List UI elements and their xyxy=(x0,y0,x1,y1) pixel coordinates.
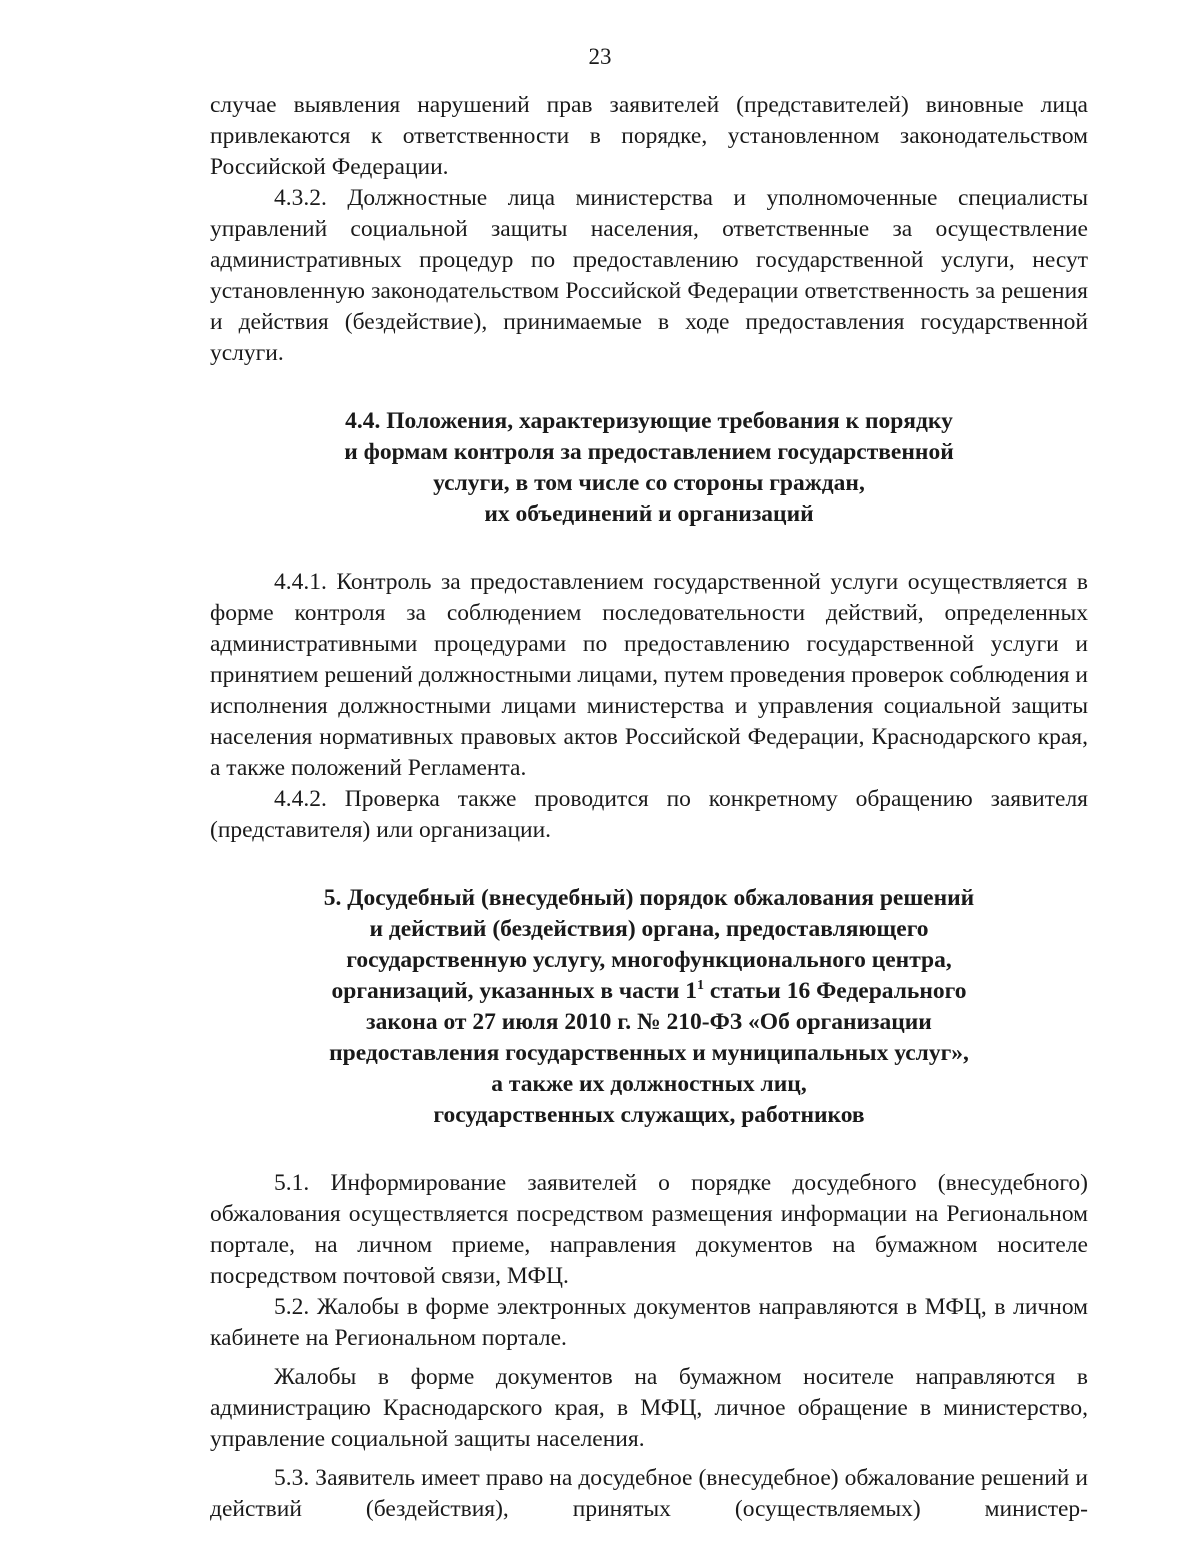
heading-line: предоставления государственных и муниципальных услуг», xyxy=(329,1040,969,1066)
heading-line: государственную услугу, многофункционального центра, xyxy=(346,947,952,973)
heading-line: услуги, в том числе со стороны граждан, xyxy=(433,470,865,496)
heading-line: и формам контроля за предоставлением государственной xyxy=(344,439,954,465)
paragraph-5-2-continued: Жалобы в форме документов на бумажном носителе направляются в администрацию Краснодарского края, в МФЦ, личное обращение в министерство, управление социальной защиты населения. xyxy=(210,1364,1088,1452)
heading-line: 5. Досудебный (внесудебный) порядок обжалования решений xyxy=(323,885,975,911)
paragraph-continuation: случае выявления нарушений прав заявителей (представителей) виновные лица привлекаются к ответственности в порядке, установленном законодательством Российской Федерации. xyxy=(210,92,1088,180)
heading-line: государственных служащих, работников xyxy=(433,1102,865,1128)
heading-line: 4.4. Положения, характеризующие требования к порядку xyxy=(345,408,953,434)
page-number: 23 xyxy=(588,44,612,69)
heading-line-with-superscript xyxy=(210,976,1088,1007)
paragraph-4-4-2: 4.4.2. Проверка также проводится по конкретному обращению заявителя (представителя) или организации. xyxy=(210,786,1088,843)
document-body xyxy=(210,90,1088,1525)
heading-line: закона от 27 июля 2010 г. № 210-ФЗ «Об организации xyxy=(366,1009,932,1035)
section-heading-4-4 xyxy=(210,406,1088,530)
paragraph-5-2: 5.2. Жалобы в форме электронных документов направляются в МФЦ, в личном кабинете на Региональном портале. xyxy=(210,1294,1088,1351)
paragraph-5-1: 5.1. Информирование заявителей о порядке досудебного (внесудебного) обжалования осуществляется посредством размещения информации на Региональном портале, на личном приеме, направления документов на бумажном носителе посредством почтовой связи, МФЦ. xyxy=(210,1170,1088,1289)
paragraph-4-4-1: 4.4.1. Контроль за предоставлением государственной услуги осуществляется в форме контроля за соблюдением последовательности действий, определенных административными процедурами по предоставлению государственной услуги и принятием решений должностными лицами, путем проведения проверок соблюдения и исполнения должностными лицами министерства и управления социальной защиты населения нормативных правовых актов Российской Федерации, Краснодарского края, а также положений Регламента. xyxy=(210,569,1088,781)
heading-line: их объединений и организаций xyxy=(484,501,814,527)
heading-text: организаций, указанных в части 1 xyxy=(331,978,698,1004)
paragraph-5-3: 5.3. Заявитель имеет право на досудебное (внесудебное) обжалование решений и действий (бездействия), принятых (осуществляемых) министер- xyxy=(210,1465,1088,1522)
section-heading-5 xyxy=(210,883,1088,1131)
heading-line: а также их должностных лиц, xyxy=(491,1071,807,1097)
paragraph-4-3-2: 4.3.2. Должностные лица министерства и уполномоченные специалисты управлений социальной защиты населения, ответственные за осуществление административных процедур по предоставлению государственной услуги, несут установленную законодательством Российской Федерации ответственность за решения и действия (бездействие), принимаемые в ходе предоставления государственной услуги. xyxy=(210,185,1088,366)
heading-line: и действий (бездействия) органа, предоставляющего xyxy=(369,916,929,942)
heading-text: статьи 16 Федерального xyxy=(704,978,967,1004)
superscript: 1 xyxy=(697,978,705,993)
